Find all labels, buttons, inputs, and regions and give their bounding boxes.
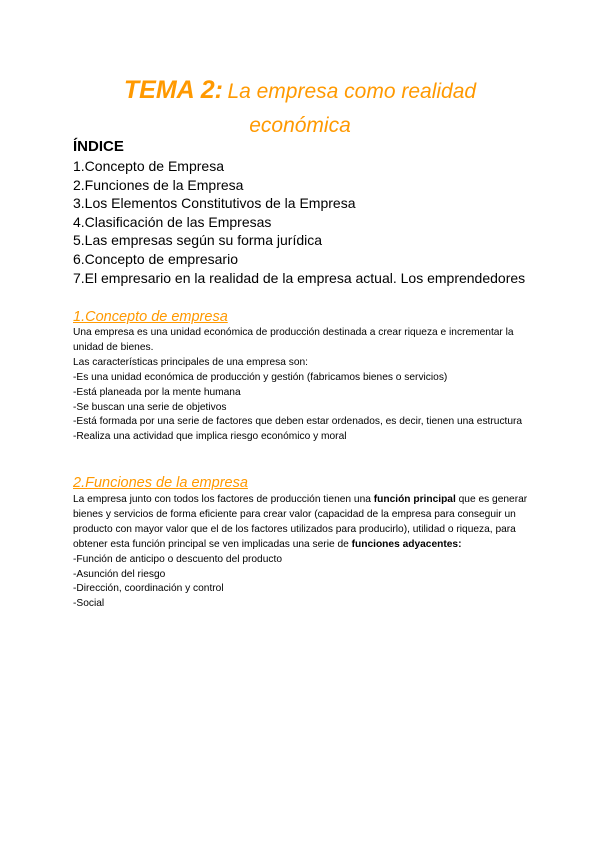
page-title [60, 74, 540, 144]
index-heading: ÍNDICE [73, 138, 124, 155]
index-item: 1.Concepto de Empresa [73, 158, 224, 174]
section2-heading: 2.Funciones de la empresa [73, 475, 248, 491]
index-item: 7.El empresario en la realidad de la empresa actual. Los emprendedores [73, 269, 526, 286]
index-item: 2.Funciones de la Empresa [73, 176, 244, 193]
section2-item: -Dirección, coordinación y control [73, 583, 224, 595]
section1-body [73, 326, 538, 445]
section2-bold-term: funciones adyacentes: [351, 538, 462, 550]
section2-text: que es generar bienes y servicios de forma eficiente para crear valor (capacidad de la empresa para conseguir un producto con mayor valor que el de los factores utilizados para producirlo), utilidad o riqueza, para obtener esta función principal se ven implicadas una serie de [73, 494, 528, 550]
section1-line: -Está formada por una serie de factores que deben estar ordenados, es decir, tienen una estructura [73, 416, 523, 428]
section1-line: -Realiza una actividad que implica riesgo económico y moral [73, 431, 347, 443]
section1-heading: 1.Concepto de empresa [73, 309, 228, 325]
title-rest-line2: económica [249, 114, 351, 137]
section1-line: Las características principales de una empresa son: [73, 356, 308, 368]
section2-item: -Función de anticipo o descuento del producto [73, 553, 282, 565]
title-rest-line1: La empresa como realidad [227, 80, 477, 103]
section2-paragraph [73, 493, 538, 553]
title-tema: TEMA 2: [123, 76, 223, 104]
section2-body [73, 493, 538, 612]
index-item: 3.Los Elementos Constitutivos de la Empresa [73, 195, 356, 212]
section2-item: -Asunción del riesgo [73, 568, 166, 580]
section1-line: -Se buscan una serie de objetivos [73, 401, 227, 413]
section2-item: -Social [73, 598, 105, 610]
index-item: 5.Las empresas según su forma jurídica [73, 232, 323, 249]
index-list [73, 157, 543, 287]
section1-line: -Está planeada por la mente humana [73, 386, 241, 398]
section2-bold-term: función principal [373, 494, 456, 505]
section1-line: Una empresa es una unidad económica de producción destinada a crear riqueza e incrementar la unidad de bienes. [73, 327, 514, 353]
section2-text: La empresa junto con todos los factores de producción tienen una [73, 494, 374, 505]
index-item: 6.Concepto de empresario [73, 250, 238, 267]
section1-line: -Es una unidad económica de producción y gestión (fabricamos bienes o servicios) [73, 371, 448, 383]
index-item: 4.Clasificación de las Empresas [73, 213, 272, 230]
